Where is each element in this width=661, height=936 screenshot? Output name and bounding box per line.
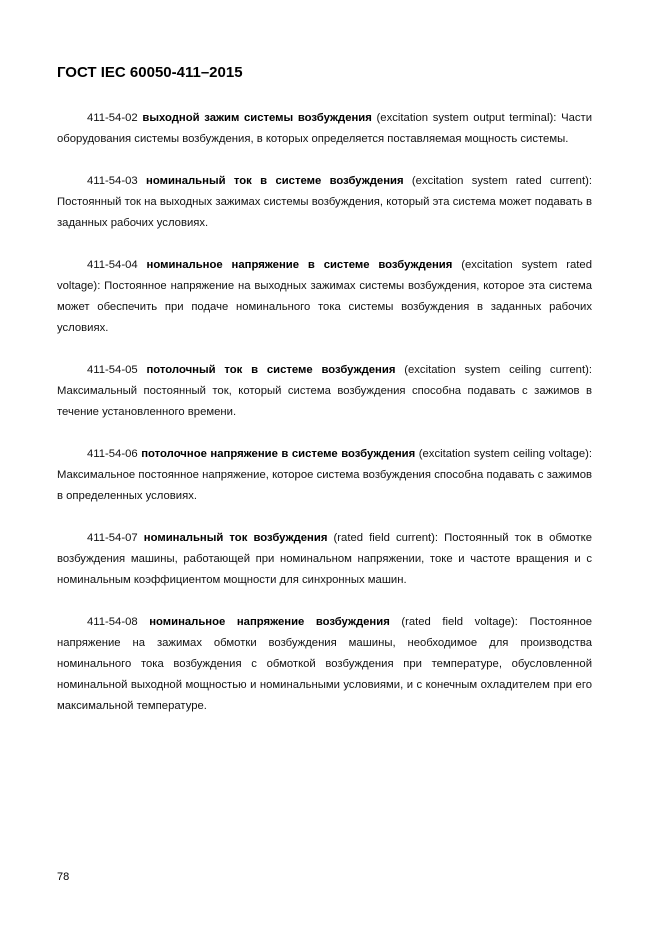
term-title: номинальное напряжение возбуждения	[149, 616, 390, 628]
term-code: 411-54-08	[87, 616, 138, 628]
term-title: номинальный ток в системе возбуждения	[146, 175, 404, 187]
term-code: 411-54-02	[87, 112, 138, 124]
terms-list	[57, 108, 592, 738]
standard-header: ГОСТ IEC 60050-411–2015	[57, 64, 243, 81]
term-title: потолочный ток в системе возбуждения	[146, 364, 396, 376]
term-definition: (rated field voltage): Постоянное напряжение на зажимах обмотки возбуждения машины, необходимое для производства номинального тока возбуждения с обмоткой возбуждения при температуре, обусловленной номинальной выходной мощностью и номинальными условиями, и с конечным охладителем при его максимальной температуре.	[57, 616, 593, 712]
term-title: номинальный ток возбуждения	[143, 532, 328, 544]
term-title: выходной зажим системы возбуждения	[142, 112, 372, 124]
term-code: 411-54-06	[87, 448, 138, 460]
term-definition: (rated field current): Постоянный ток в обмотке возбуждения машины, работающей при номинальном напряжении, токе и частоте вращения и с номинальным коэффициентом мощности для синхронных машин.	[57, 532, 592, 586]
term-entry-411-54-03	[57, 171, 592, 234]
term-code: 411-54-05	[87, 364, 138, 376]
term-code: 411-54-07	[87, 532, 138, 544]
term-entry-411-54-05	[57, 360, 592, 423]
term-definition: (excitation system rated voltage): Постоянное напряжение на выходных зажимах системы возбуждения, которое эта система может обеспечить при подаче номинального тока системы возбуждения в заданных рабочих условиях.	[57, 259, 592, 334]
term-definition: (excitation system output terminal): Части оборудования системы возбуждения, в которых определяется поставляемая мощность системы.	[57, 112, 593, 145]
term-entry-411-54-07	[57, 528, 592, 591]
term-entry-411-54-08	[57, 612, 592, 717]
term-entry-411-54-04	[57, 255, 592, 339]
term-title: номинальное напряжение в системе возбуждения	[146, 259, 453, 271]
term-definition: (excitation system ceiling voltage): Максимальное постоянное напряжение, которое система возбуждения способна подавать с зажимов в определенных условиях.	[57, 448, 592, 502]
page-number: 78	[57, 871, 70, 883]
term-title: потолочное напряжение в системе возбуждения	[141, 448, 416, 460]
term-entry-411-54-02	[57, 108, 592, 150]
term-entry-411-54-06	[57, 444, 592, 507]
term-code: 411-54-04	[87, 259, 138, 271]
term-definition: (excitation system rated current): Постоянный ток на выходных зажимах системы возбуждения, который эта система может подавать в заданных рабочих условиях.	[57, 175, 592, 229]
term-code: 411-54-03	[87, 175, 138, 187]
term-definition: (excitation system ceiling current): Максимальный постоянный ток, который система возбуждения способна подавать с зажимов в течение установленного времени.	[57, 364, 592, 418]
